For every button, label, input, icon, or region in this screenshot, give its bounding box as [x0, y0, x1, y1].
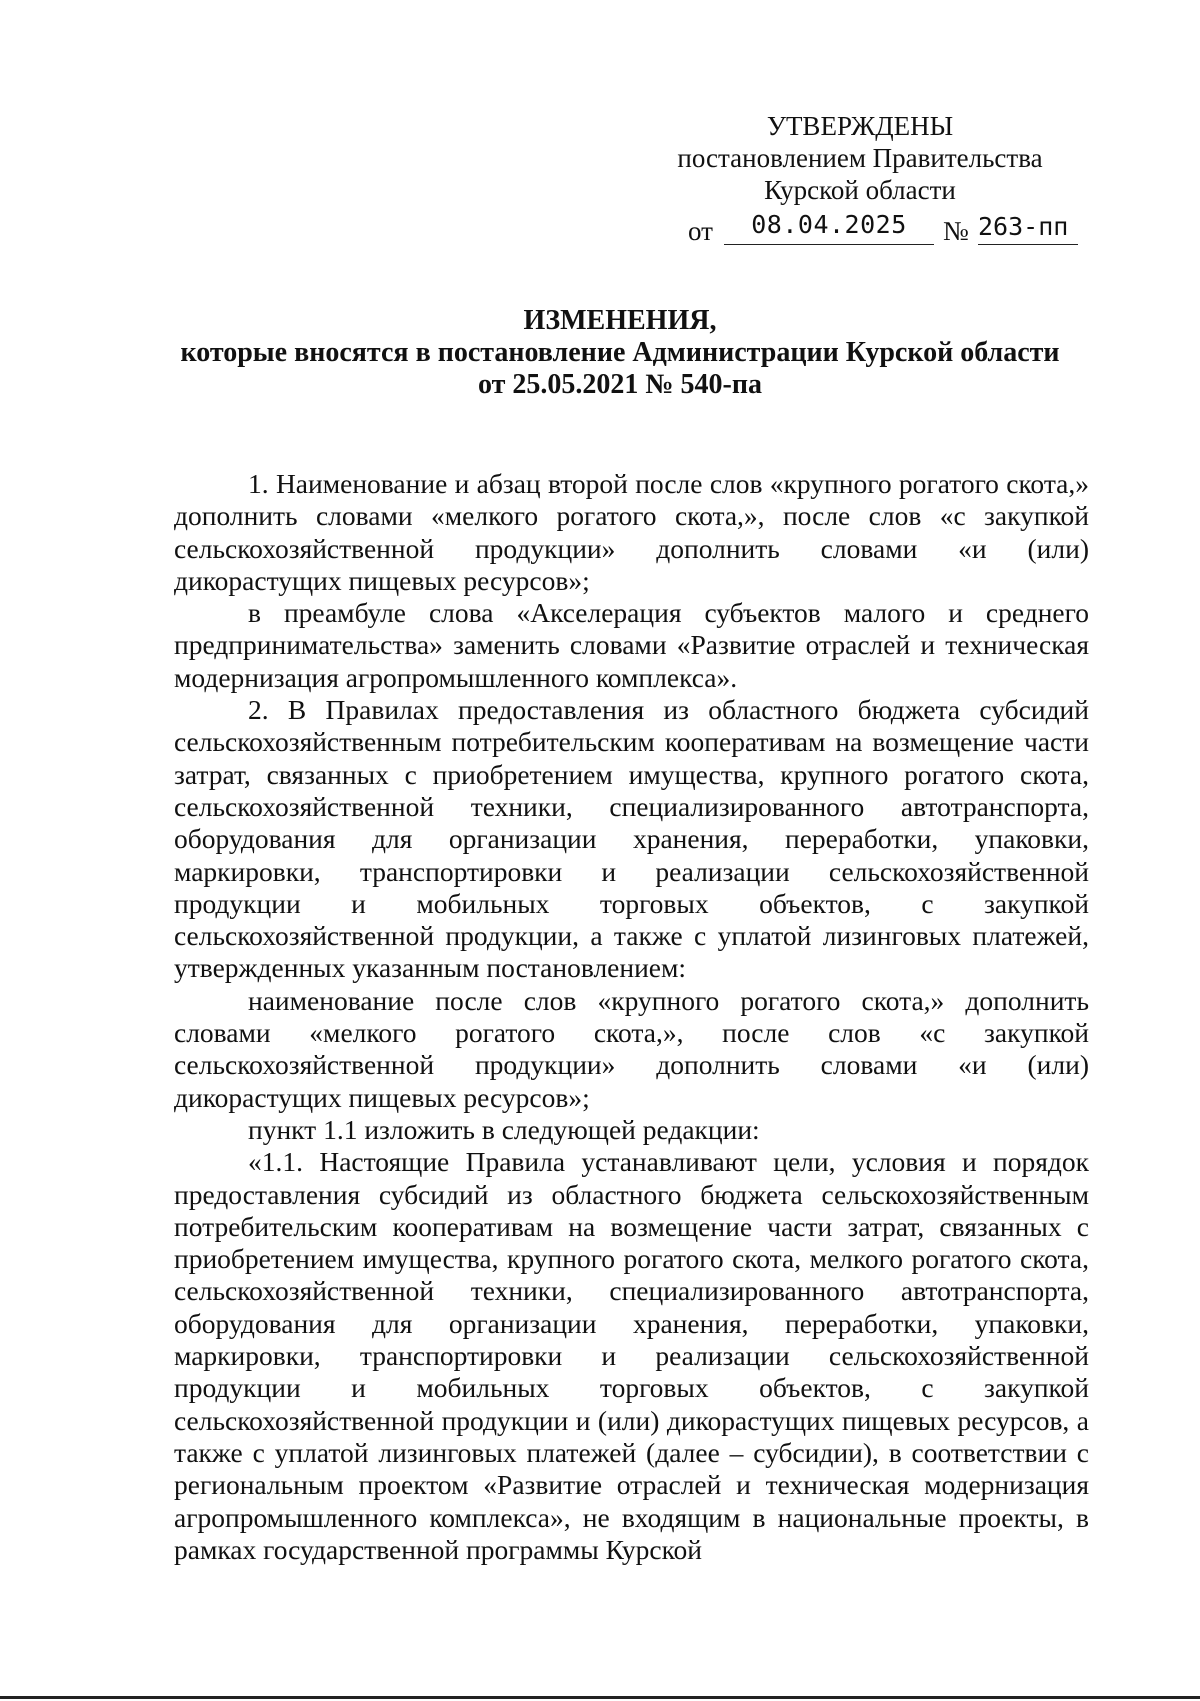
- scan-edge-divider: [0, 1696, 1200, 1699]
- number-prefix: №: [943, 216, 969, 246]
- document-body: [174, 468, 1089, 1566]
- approval-region: Курской области: [764, 175, 956, 205]
- heading-reference: от 25.05.2021 № 540-па: [478, 369, 762, 400]
- paragraph: наименование после слов «крупного рогатого скота,» дополнить словами «мелкого рогатого скота,», после слов «с закупкой сельскохозяйственной продукции» дополнить словами «и (или) дикорастущих пищевых ресурсов»;: [174, 984, 1089, 1113]
- approval-authority: постановлением Правительства: [677, 143, 1043, 173]
- paragraph: «1.1. Настоящие Правила устанавливают цели, условия и порядок предоставления субсидий из областного бюджета сельскохозяйственным потребительским кооперативам на возмещение части затрат, связанных с приобретением имущества, крупного рогатого скота, мелкого рогатого скота, сельскохозяйственной техники, специализированного автотранспорта, оборудования для организации хранения, переработки, упаковки, маркировки, транспортировки и реализации сельскохозяйственной продукции и мобильных торговых объектов, с закупкой сельскохозяйственной продукции и (или) дикорастущих пищевых ресурсов, а также с уплатой лизинговых платежей (далее – субсидии), в соответствии с региональным проектом «Развитие отраслей и техническая модернизация агропромышленного комплекса», не входящим в национальные проекты, в рамках государственной программы Курской: [174, 1146, 1089, 1565]
- heading-title: ИЗМЕНЕНИЯ,: [523, 305, 717, 336]
- approval-stamp: [640, 110, 1080, 206]
- date-field: [724, 208, 934, 245]
- document-heading: [160, 305, 1080, 401]
- approval-date: 08.04.2025: [751, 210, 907, 239]
- paragraph: в преамбуле слова «Акселерация субъектов малого и среднего предпринимательства» заменить словами «Развитие отраслей и техническая модернизация агропромышленного комплекса».: [174, 597, 1089, 693]
- approval-number: 263-пп: [978, 212, 1069, 241]
- approval-date-line: [688, 208, 1083, 244]
- paragraph: 1. Наименование и абзац второй после слов «крупного рогатого скота,» дополнить словами «мелкого рогатого скота,», после слов «с закупкой сельскохозяйственной продукции» дополнить словами «и (или) дикорастущих пищевых ресурсов»;: [174, 468, 1089, 596]
- number-field: [978, 208, 1078, 245]
- date-prefix: от: [688, 216, 713, 246]
- paragraph: 2. В Правилах предоставления из областного бюджета субсидий сельскохозяйственным потребительским кооперативам на возмещение части затрат, связанных с приобретением имущества, крупного рогатого скота, сельскохозяйственной техники, специализированного автотранспорта, оборудования для организации хранения, переработки, упаковки, маркировки, транспортировки и реализации сельскохозяйственной продукции и мобильных торговых объектов, с закупкой сельскохозяйственной продукции, а также с уплатой лизинговых платежей, утвержденных указанным постановлением:: [174, 694, 1089, 984]
- paragraph: пункт 1.1 изложить в следующей редакции:: [248, 1113, 760, 1145]
- approval-title: УТВЕРЖДЕНЫ: [766, 111, 954, 141]
- heading-subtitle: которые вносятся в постановление Администрации Курской области: [180, 337, 1060, 368]
